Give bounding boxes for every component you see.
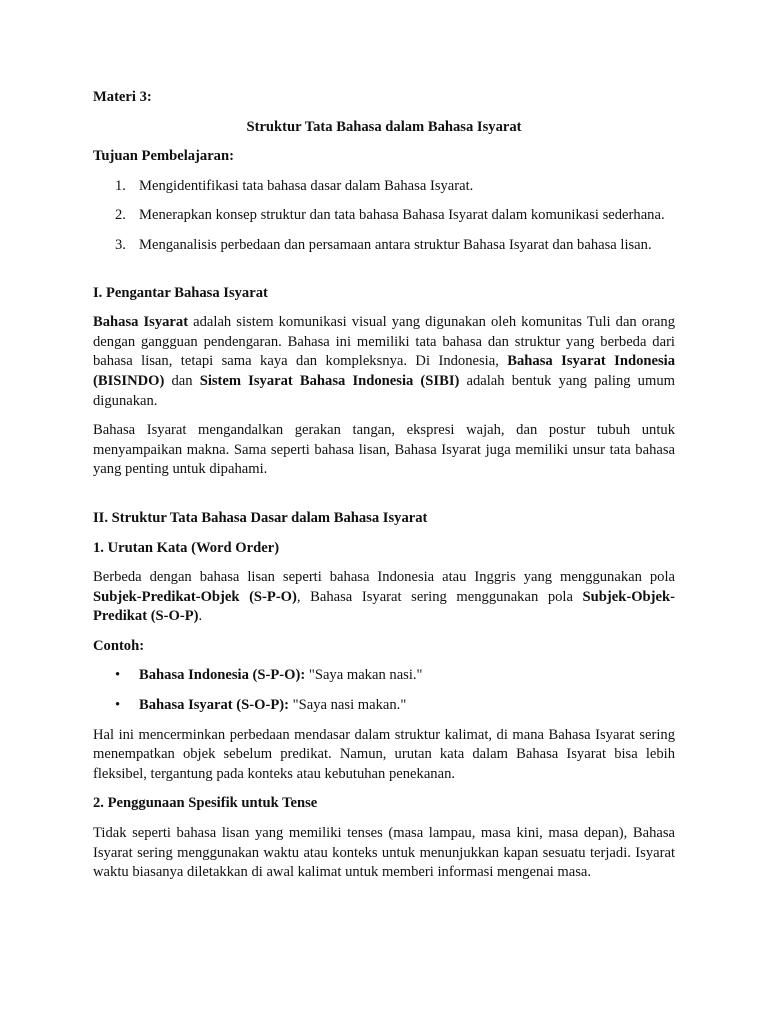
section-1-paragraph-2: Bahasa Isyarat mengandalkan gerakan tangan, ekspresi wajah, dan postur tubuh untuk menyampaikan makna. Sama seperti bahasa lisan, Bahasa Isyarat juga memiliki unsur tata bahasa yang penting untuk dipahami. xyxy=(93,422,675,478)
contoh-label: Contoh: xyxy=(93,637,145,654)
paragraph-text: adalah sistem komunikasi visual yang digunakan oleh komunitas Tuli dan orang dengan gangguan pendengaran. Bahasa ini memiliki tata bahasa dan struktur yang berbeda dari bahasa lisan, tetapi sama kaya dan kompleksnya. Di Indonesia, xyxy=(93,314,676,370)
term-sibi: Sistem Isyarat Bahasa Indonesia (SIBI) xyxy=(199,372,460,389)
term-bisindo: Bahasa Isyarat Indonesia (BISINDO) xyxy=(93,353,675,389)
subsection-1-heading: 1. Urutan Kata (Word Order) xyxy=(93,539,280,556)
section-1-paragraph-1 xyxy=(93,313,675,411)
paragraph-text: dan xyxy=(164,372,200,389)
term-spo: Subjek-Predikat-Objek (S-P-O) xyxy=(93,588,297,605)
section-2-paragraph-3: Tidak seperti bahasa lisan yang memiliki tenses (masa lampau, masa kini, masa depan), Bahasa Isyarat sering menggunakan waktu atau konteks untuk menunjukkan kapan sesuatu terjadi. Isyarat waktu biasanya diletakkan di awal kalimat untuk memberi informasi mengenai masa. xyxy=(93,825,675,881)
bullet-icon: • xyxy=(115,667,121,684)
section-2-paragraph-1 xyxy=(93,568,675,627)
document-content xyxy=(93,88,675,883)
goal-text: Menganalisis perbedaan dan persamaan antara struktur Bahasa Isyarat dan bahasa lisan. xyxy=(139,236,652,253)
goal-item xyxy=(93,177,675,197)
examples-list xyxy=(93,666,675,715)
term-bahasa-isyarat: Bahasa Isyarat xyxy=(93,314,189,331)
goal-number: 2. xyxy=(115,207,126,224)
section-2-paragraph-2: Hal ini mencerminkan perbedaan mendasar dalam struktur kalimat, di mana Bahasa Isyarat sering menempatkan objek sebelum predikat. Namun, urutan kata dalam Bahasa Isyarat bisa lebih fleksibel, tergantung pada konteks atau kebutuhan penekanan. xyxy=(93,726,675,782)
example-item xyxy=(93,696,675,716)
goals-list xyxy=(93,177,675,256)
bullet-icon: • xyxy=(115,697,121,714)
paragraph-text: , Bahasa Isyarat sering menggunakan pola xyxy=(296,588,583,605)
goal-item xyxy=(93,206,675,226)
example-label: Bahasa Isyarat (S-O-P): xyxy=(139,697,289,714)
section-2-heading: II. Struktur Tata Bahasa Dasar dalam Bahasa Isyarat xyxy=(93,509,428,526)
example-item xyxy=(93,666,675,686)
goal-text: Menerapkan konsep struktur dan tata bahasa Bahasa Isyarat dalam komunikasi sederhana. xyxy=(139,207,665,224)
document-title: Struktur Tata Bahasa dalam Bahasa Isyarat xyxy=(246,118,522,135)
example-text: "Saya makan nasi." xyxy=(305,667,423,684)
subsection-2-heading: 2. Penggunaan Spesifik untuk Tense xyxy=(93,795,318,812)
tujuan-heading: Tujuan Pembelajaran: xyxy=(93,148,234,165)
paragraph-text: Berbeda dengan bahasa lisan seperti bahasa Indonesia atau Inggris yang menggunakan pola xyxy=(93,569,675,586)
goal-number: 1. xyxy=(115,177,126,194)
materi-label: Materi 3: xyxy=(93,89,152,105)
paragraph-text: . xyxy=(198,608,203,625)
example-text: "Saya nasi makan." xyxy=(289,697,407,714)
goal-text: Mengidentifikasi tata bahasa dasar dalam Bahasa Isyarat. xyxy=(139,177,474,194)
section-1-heading: I. Pengantar Bahasa Isyarat xyxy=(93,284,268,301)
example-label: Bahasa Indonesia (S-P-O): xyxy=(139,667,306,684)
goal-item xyxy=(93,236,675,256)
term-sop: Subjek-Objek-Predikat (S-O-P) xyxy=(93,588,675,625)
goal-number: 3. xyxy=(115,236,126,253)
paragraph-text: adalah bentuk yang paling umum digunakan. xyxy=(93,372,675,409)
